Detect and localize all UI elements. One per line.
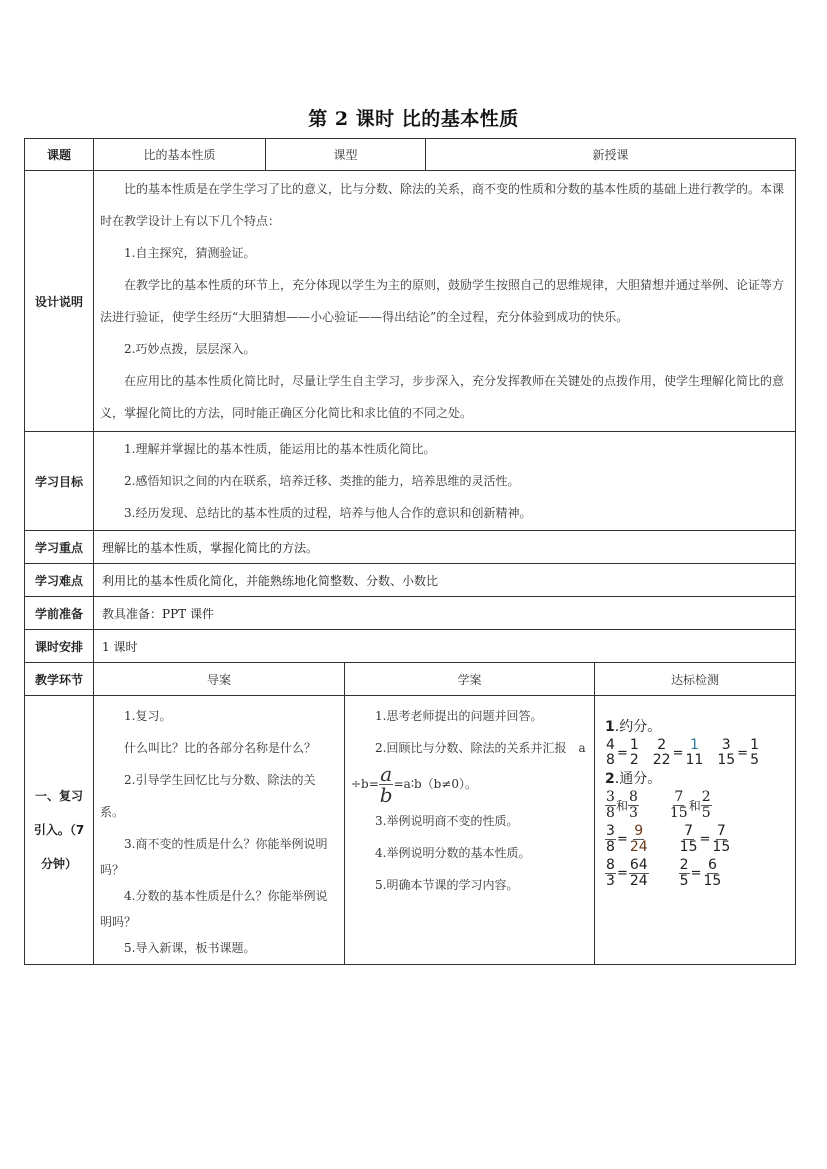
check-q2-title: 2.通分。 [605, 771, 662, 787]
fraction-equation: $\frac{3}{8}$ = $\frac{9}{24}$ [606, 822, 648, 855]
stage1-label-line: 引入。（7 [33, 823, 85, 837]
study-header: 学案 [345, 663, 595, 696]
design-paragraph: 1.自主探究，猜测验证。 [124, 246, 256, 260]
guide-item: 1.复习。 [124, 709, 172, 723]
study-item: 1.思考老师提出的问题并回答。 [375, 709, 543, 723]
design-paragraph: 比的基本性质是在学生学习了比的意义，比与分数、除法的关系，商不变的性质和分数的基本性质的基础上进行教学的。本课时在教学设计上有以下几个特点： [100, 182, 785, 228]
guide-item: 3.商不变的性质是什么？你能举例说明 [124, 837, 328, 851]
difficulty-row [25, 564, 796, 597]
page-title: 第 2 课时 比的基本性质 [308, 108, 519, 130]
schedule-value: 1 课时 [94, 630, 796, 663]
guide-item: 5.导入新课，板书课题。 [124, 941, 256, 955]
formula-post: =a∶b（b≠0）。 [393, 777, 477, 791]
stage1-label [25, 696, 94, 965]
check-q1-title: 1.约分。 [605, 719, 662, 735]
preparation-label: 学前准备 [25, 597, 94, 630]
stage1-study [345, 696, 595, 965]
guide-item: 吗？ [100, 863, 125, 877]
schedule-row [25, 630, 796, 663]
lesson-plan-table [24, 138, 796, 965]
topic-label: 课题 [25, 139, 94, 171]
common-denominator-pairs-row [605, 788, 791, 822]
guide-item: 2.引导学生回忆比与分数、除法的关系。 [100, 773, 316, 819]
formula-pre: ÷b= [351, 777, 379, 791]
design-content [94, 171, 796, 432]
guide-item: 4.分数的基本性质是什么？你能举例说 [124, 889, 328, 903]
design-paragraph: 2.巧妙点拨，层层深入。 [124, 342, 256, 356]
difficulty-label: 学习难点 [25, 564, 94, 597]
design-paragraph: 在教学比的基本性质的环节上，充分体现以学生为主的原则，鼓励学生按照自己的思维规律，大胆猜想并通过举例、论证等方法进行验证，使学生经历“大胆猜想——小心验证——得出结论”的全过程，充分体验到成功的快乐。 [100, 278, 785, 324]
topic-row [25, 139, 796, 171]
reduce-item: 2 22 = 1 11 [652, 737, 704, 768]
key-point-label: 学习重点 [25, 531, 94, 564]
process-header-row [25, 663, 796, 696]
key-point-value: 理解比的基本性质，掌握化简比的方法。 [94, 531, 796, 564]
study-item: 4.举例说明分数的基本性质。 [375, 846, 531, 860]
reduce-item: 4 8 = 1 2 [606, 737, 639, 768]
fraction-pair: $\frac{7}{15}$ 和 $\frac{2}{5}$ [669, 788, 711, 821]
objectives-row [25, 432, 796, 531]
study-item: 5.明确本节课的学习内容。 [375, 878, 519, 892]
check-header: 达标检测 [595, 663, 796, 696]
stage1-row [25, 696, 796, 965]
objectives-content [94, 432, 796, 531]
preparation-row [25, 597, 796, 630]
fraction-equation: $\frac{8}{3}$ = $\frac{64}{24}$ [606, 856, 648, 889]
study-item: 3.举例说明商不变的性质。 [375, 814, 519, 828]
guide-header: 导案 [94, 663, 345, 696]
stage-header: 教学环节 [25, 663, 94, 696]
objective-item: 2.感悟知识之间的内在联系，培养迁移、类推的能力，培养思维的灵活性。 [124, 474, 520, 488]
stage1-guide [94, 696, 345, 965]
fraction-pair: $\frac{3}{8}$ 和 $\frac{8}{3}$ [606, 788, 638, 821]
difficulty-value: 利用比的基本性质化简化，并能熟练地化简整数、分数、小数比 [94, 564, 796, 597]
stage1-label-line: 一、复习 [34, 789, 83, 803]
key-point-row [25, 531, 796, 564]
design-label: 设计说明 [25, 171, 94, 432]
guide-item: 明吗？ [100, 915, 137, 929]
objectives-label: 学习目标 [25, 432, 94, 531]
guide-item: 什么叫比？比的各部分名称是什么？ [124, 741, 317, 755]
objective-item: 3.经历发现、总结比的基本性质的过程，培养与他人合作的意识和创新精神。 [124, 506, 532, 520]
objective-item: 1.理解并掌握比的基本性质，能运用比的基本性质化简比。 [124, 442, 436, 456]
stage1-check [595, 696, 796, 965]
type-value: 新授课 [426, 139, 796, 171]
schedule-label: 课时安排 [25, 630, 94, 663]
study-item: 2.回顾比与分数、除法的关系并汇报 a [375, 741, 586, 755]
stage1-label-line: 分钟） [40, 857, 77, 871]
fraction-a-over-b: $\frac{a}{b}$ [379, 762, 393, 807]
topic-value: 比的基本性质 [94, 139, 266, 171]
common-denominator-answer-row [605, 856, 791, 890]
study-formula [351, 764, 588, 805]
type-label: 课型 [266, 139, 426, 171]
fraction-equation: $\frac{7}{15}$ = $\frac{7}{15}$ [679, 822, 731, 855]
fraction-equation: $\frac{2}{5}$ = $\frac{6}{15}$ [679, 856, 722, 889]
reduce-fractions-row [605, 736, 791, 770]
design-paragraph: 在应用比的基本性质化简比时，尽量让学生自主学习，步步深入，充分发挥教师在关键处的点拨作用，使学生理解化简比的意义，掌握化简比的方法，同时能正确区分化简比和求比值的不同之处。 [100, 374, 785, 420]
preparation-value: 教具准备：PPT 课件 [94, 597, 796, 630]
design-row [25, 171, 796, 432]
common-denominator-answer-row [605, 822, 791, 856]
reduce-item: 3 15 = 1 5 [717, 737, 759, 768]
